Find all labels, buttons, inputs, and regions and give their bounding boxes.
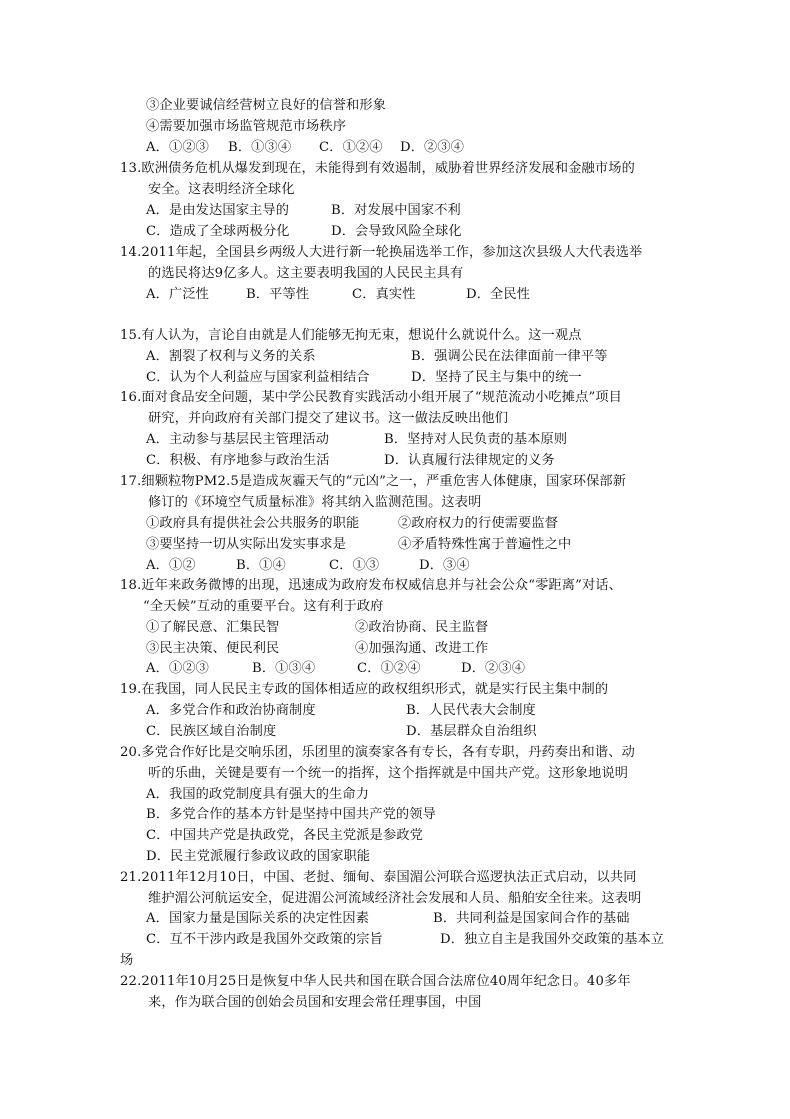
- question-20-option-d: D．民主党派履行参政议政的国家职能: [146, 849, 371, 864]
- prev-option-d: D．②③④: [400, 140, 465, 155]
- question-18-option-d: D．②③④: [461, 661, 526, 676]
- question-14-option-c: C．真实性: [352, 287, 416, 302]
- question-17-option-b: B．①④: [236, 558, 286, 573]
- question-17-stem-cont: 修订的《环境空气质量标准》将其纳入监测范围。这表明: [148, 495, 482, 510]
- question-17-option-a: A．①②: [146, 558, 196, 573]
- question-16-option-b: B．坚持对人民负责的基本原则: [384, 432, 568, 447]
- question-19-option-d: D．基层群众自治组织: [406, 724, 537, 739]
- question-17-item-1: ①政府具有提供社会公共服务的职能: [146, 516, 360, 531]
- prev-item-4: ④需要加强市场监管规范市场秩序: [146, 119, 347, 134]
- question-22-stem: 22.2011年10月25日是恢复中华人民共和国在联合国合法席位40周年纪念日。40多年: [120, 974, 631, 989]
- question-18-item-4: ④加强沟通、改进工作: [355, 641, 489, 656]
- question-16-option-c: C．积极、有序地参与政治生活: [146, 453, 330, 468]
- prev-option-a: A．①②③: [146, 140, 210, 155]
- question-16-stem-cont: 研究，并向政府有关部门提交了建议书。这一做法反映出他们: [148, 411, 509, 426]
- question-21-option-b: B．共同利益是国家间合作的基础: [433, 911, 630, 926]
- question-21-option-a: A．国家力量是国际关系的决定性因素: [146, 911, 370, 926]
- question-18-item-1: ①了解民意、汇集民智: [146, 620, 280, 635]
- question-17-option-c: C．①③: [329, 558, 380, 573]
- question-18-stem: 18.近年来政务微博的出现，迅速成为政府发布权威信息并与社会公众“零距离”对话、: [120, 578, 623, 593]
- prev-item-3: ③企业要诚信经营树立良好的信誉和形象: [146, 98, 387, 113]
- question-18-option-c: C．①②④: [357, 661, 421, 676]
- question-16-stem: 16.面对食品安全问题，某中学公民教育实践活动小组开展了“规范流动小吃摊点”项目: [120, 390, 623, 405]
- question-18-item-3: ③民主决策、便民利民: [146, 641, 280, 656]
- question-18-option-b: B．①③④: [252, 661, 316, 676]
- question-13-stem: 13.欧洲债务危机从爆发到现在，未能得到有效遏制，威胁着世界经济发展和金融市场的: [120, 161, 635, 176]
- question-20-stem: 20.多党合作好比是交响乐团，乐团里的演奏家各有专长，各有专职，丹药奏出和谐、动: [120, 745, 635, 760]
- question-20-option-c: C．中国共产党是执政党，各民主党派是参政党: [146, 828, 423, 843]
- prev-option-c: C．①②④: [319, 140, 383, 155]
- question-14-option-d: D．全民性: [466, 287, 531, 302]
- question-14-option-b: B．平等性: [246, 287, 310, 302]
- question-13-option-b: B．对发展中国家不利: [331, 203, 461, 218]
- question-14-option-a: A．广泛性: [146, 287, 210, 302]
- question-13-option-d: D．会导致风险全球化: [331, 224, 462, 239]
- question-21-option-c: C．互不干涉内政是我国外交政策的宗旨: [146, 932, 383, 947]
- question-15-stem: 15.有人认为，言论自由就是人们能够无拘无束，想说什么就说什么。这一观点: [120, 328, 582, 343]
- question-13-option-c: C．造成了全球两极分化: [146, 224, 290, 239]
- question-19-stem: 19.在我国，同人民民主专政的国体相适应的政权组织形式，就是实行民主集中制的: [120, 682, 609, 697]
- question-17-item-3: ③要坚持一切从实际出发实事求是: [146, 537, 347, 552]
- question-20-option-a: A．我国的政党制度具有强大的生命力: [146, 787, 370, 802]
- question-14-stem: 14.2011年起，全国县乡两级人大进行新一轮换届选举工作，参加这次县级人大代表选举: [120, 245, 643, 260]
- question-15-option-a: A．割裂了权利与义务的关系: [146, 349, 316, 364]
- question-15-option-d: D．坚持了民主与集中的统一: [411, 370, 582, 385]
- question-13-option-a: A．是由发达国家主导的: [146, 203, 290, 218]
- question-20-stem-cont: 听的乐曲，关键是要有一个统一的指挥，这个指挥就是中国共产党。这形象地说明: [148, 766, 629, 781]
- question-14-stem-cont: 的选民将达9亿多人。这主要表明我国的人民民主具有: [148, 266, 464, 281]
- question-16-option-d: D．认真履行法律规定的义务: [384, 453, 555, 468]
- question-19-option-b: B．人民代表大会制度: [406, 703, 536, 718]
- question-17-item-4: ④矛盾特殊性寓于普遍性之中: [398, 537, 572, 552]
- question-15-option-c: C．认为个人利益应与国家利益相结合: [146, 370, 370, 385]
- question-13-stem-cont: 安全。这表明经济全球化: [148, 182, 295, 197]
- question-19-option-c: C．民族区域自治制度: [146, 724, 277, 739]
- question-19-option-a: A．多党合作和政治协商制度: [146, 703, 316, 718]
- question-17-option-d: D．③④: [419, 558, 470, 573]
- question-21-stem: 21.2011年12月10日，中国、老挝、缅甸、泰国湄公河联合巡逻执法正式启动，以共同: [120, 870, 637, 885]
- question-20-option-b: B．多党合作的基本方针是坚持中国共产党的领导: [146, 807, 436, 822]
- question-18-item-2: ②政治协商、民主监督: [355, 620, 489, 635]
- question-18-stem-cont: “全天候”互动的重要平台。这有利于政府: [143, 599, 384, 614]
- question-21-option-d: D．独立自主是我国外交政策的基本立: [440, 932, 665, 947]
- question-21-option-d-wrap: 场: [120, 953, 134, 968]
- question-17-item-2: ②政府权力的行使需要监督: [398, 516, 559, 531]
- prev-option-b: B．①③④: [228, 140, 292, 155]
- question-15-option-b: B．强调公民在法律面前一律平等: [411, 349, 608, 364]
- question-18-option-a: A．①②③: [146, 661, 210, 676]
- question-17-stem: 17.细颗粒物PM2.5是造成灰霾天气的“元凶”之一，严重危害人体健康，国家环保部新: [120, 474, 627, 489]
- question-21-stem-cont: 维护湄公河航运安全，促进湄公河流域经济社会发展和人员、船舶安全往来。这表明: [148, 891, 642, 906]
- question-16-option-a: A．主动参与基层民主管理活动: [146, 432, 330, 447]
- question-22-stem-cont: 来，作为联合国的创始会员国和安理会常任理事国，中国: [148, 995, 482, 1010]
